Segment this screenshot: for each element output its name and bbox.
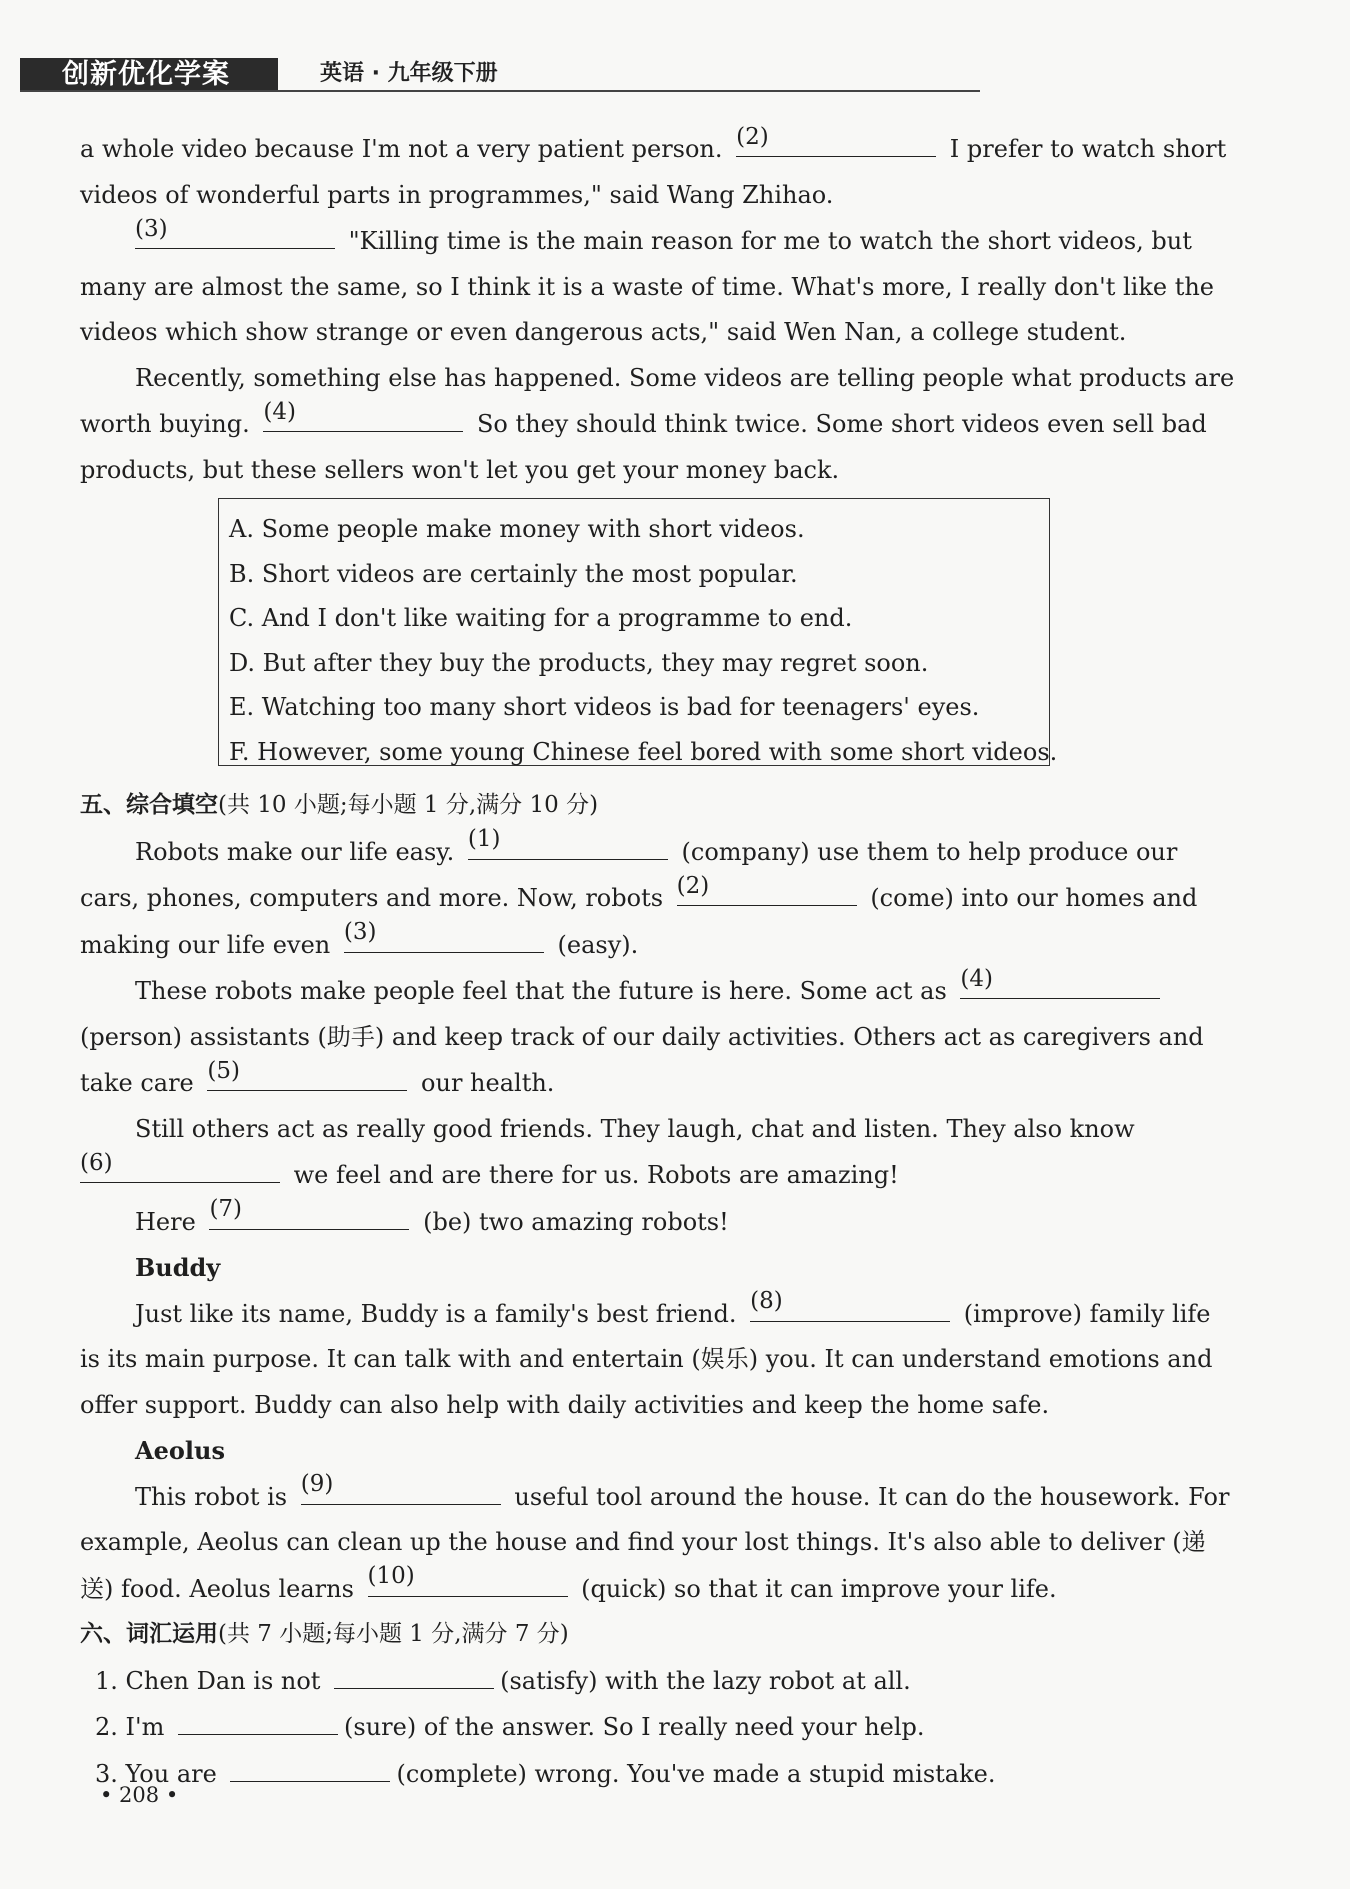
option-c: C. And I don't like waiting for a programme to end. [229, 604, 853, 632]
question-2: 2. I'm (sure) of the answer. So I really need your help. [80, 1704, 1192, 1751]
passage-line: a whole video because I'm not a very patient person. (2) I prefer to watch short [80, 123, 1227, 163]
blank-s6-2[interactable] [178, 1704, 338, 1735]
passage-line: is its main purpose. It can talk with and entertain (娱乐) you. It can understand emotions and [80, 1345, 1213, 1373]
section-6-heading: 六、词汇运用(共 7 小题;每小题 1 分,满分 7 分) [80, 1621, 569, 1647]
blank-s5-7[interactable]: (7) [209, 1199, 409, 1230]
passage-line: making our life even (3) (easy). [80, 919, 639, 959]
blank-s5-9[interactable]: (9) [301, 1474, 501, 1505]
passage-line: products, but these sellers won't let you get your money back. [80, 455, 840, 484]
passage-line: videos which show strange or even dangerous acts," said Wen Nan, a college student. [80, 318, 1127, 346]
option-a: A. Some people make money with short videos. [229, 515, 805, 543]
blank-s5-1[interactable]: (1) [468, 829, 668, 860]
passage-line: (3) "Killing time is the main reason for me to watch the short videos, but [135, 215, 1192, 255]
question-3: 3. You are (complete) wrong. You've made a stupid mistake. [80, 1751, 1192, 1798]
blank-s6-1[interactable] [334, 1658, 494, 1689]
series-badge: 创新优化学案 [20, 58, 278, 92]
passage-line: 送) food. Aeolus learns (10) (quick) so that it can improve your life. [80, 1563, 1057, 1603]
option-b: B. Short videos are certainly the most popular. [229, 559, 798, 588]
passage-line: Robots make our life easy. (1) (company) use them to help produce our [135, 826, 1178, 866]
header-rule [20, 90, 980, 92]
passage-line: take care (5) our health. [80, 1057, 555, 1097]
passage-line: cars, phones, computers and more. Now, robots (2) (come) into our homes and [80, 872, 1198, 912]
subheading-aeolus: Aeolus [135, 1436, 225, 1465]
blank-s5-2[interactable]: (2) [677, 875, 857, 906]
book-title: 英语 · 九年级下册 [320, 61, 498, 86]
blank-s5-4[interactable]: (4) [960, 968, 1160, 999]
options-box [218, 498, 1058, 766]
question-1: 1. Chen Dan is not (satisfy) with the lazy robot at all. [80, 1658, 1192, 1705]
blank-s5-6[interactable]: (6) [80, 1152, 280, 1183]
blank-4[interactable]: (4) [263, 401, 463, 432]
blank-s5-10[interactable]: (10) [368, 1566, 568, 1597]
option-f: F. However, some young Chinese feel bored with some short videos. [229, 737, 1058, 766]
page-number: • 208 • [100, 1783, 179, 1807]
blank-3[interactable]: (3) [135, 218, 335, 249]
passage-line: worth buying. (4) So they should think twice. Some short videos even sell bad [80, 398, 1207, 438]
passage-line: Here (7) (be) two amazing robots! [135, 1196, 729, 1236]
section-5-heading: 五、综合填空(共 10 小题;每小题 1 分,满分 10 分) [80, 792, 599, 818]
blank-s5-3[interactable]: (3) [344, 922, 544, 953]
subheading-buddy: Buddy [135, 1253, 221, 1282]
blank-2[interactable]: (2) [736, 126, 936, 157]
section-5 [80, 783, 1230, 1797]
passage-line: This robot is (9) useful tool around the house. It can do the housework. For [135, 1471, 1230, 1511]
option-e: E. Watching too many short videos is bad for teenagers' eyes. [229, 693, 980, 721]
option-d: D. But after they buy the products, they may regret soon. [229, 648, 929, 677]
blank-s5-8[interactable]: (8) [750, 1291, 950, 1322]
passage-line: example, Aeolus can clean up the house and find your lost things. It's also able to deliver (递 [80, 1528, 1206, 1556]
passage-line: offer support. Buddy can also help with daily activities and keep the home safe. [80, 1390, 1050, 1419]
passage-line: videos of wonderful parts in programmes," said Wang Zhihao. [80, 180, 834, 209]
passage-line: Just like its name, Buddy is a family's best friend. (8) (improve) family life [135, 1288, 1211, 1328]
passage-line: These robots make people feel that the future is here. Some act as (4) [80, 968, 1192, 1015]
blank-s5-5[interactable]: (5) [207, 1060, 407, 1091]
reading-passage [80, 123, 1235, 493]
passage-line: Recently, something else has happened. Some videos are telling people what products are [135, 363, 1235, 392]
passage-line: many are almost the same, so I think it is a waste of time. What's more, I really don't like the [80, 272, 1215, 301]
passage-line: Still others act as really good friends. They laugh, chat and listen. They also know [135, 1114, 1135, 1143]
blank-s6-3[interactable] [230, 1751, 390, 1782]
passage-line: (person) assistants (助手) and keep track of our daily activities. Others act as caregivers and [80, 1022, 1204, 1051]
passage-line: (6) we feel and are there for us. Robots are amazing! [80, 1149, 899, 1189]
